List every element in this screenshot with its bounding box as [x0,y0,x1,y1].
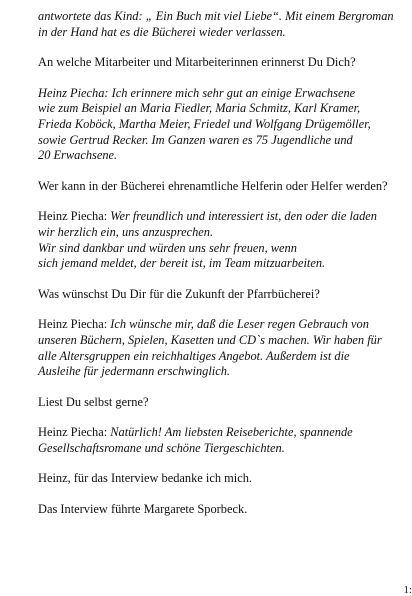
answer-4-speaker: Heinz Piecha: [38,425,108,440]
answer-1-line-1: Heinz Piecha: Ich erinnere mich sehr gut an einige Erwachsene [38,85,356,100]
answer-2-line-4: sich jemand meldet, der bereit ist, im Team mitzuarbeiten. [38,256,326,271]
answer-4-first-line: Natürlich! Am liebsten Reiseberichte, spannende [110,425,353,440]
answer-3-line-3: alle Altersgruppen ein reichhaltiges Angebot. Außerdem ist die [38,348,350,363]
answer-1-line-2: wie zum Beispiel an Maria Fiedler, Maria Schmitz, Karl Kramer, [38,101,361,116]
answer-3-speaker: Heinz Piecha: [38,317,108,332]
answer-2-line-2: wir herzlich ein, uns anzusprechen. [38,224,214,239]
opening-line-1: antwortete das Kind: „ Ein Buch mit viel Liebe“. Mit einem Bergroman [38,9,394,23]
answer-2-line-1 [38,209,410,225]
interview-credit: Das Interview führte Margarete Sporbeck. [38,502,248,517]
page-number: 1: [403,584,412,596]
answer-4-line-2: Gesellschaftsromane und schöne Tiergeschichten. [38,440,285,455]
answer-2-first-line: Wer freundlich und interessiert ist, den oder die laden [110,209,377,224]
question-3: Was wünschst Du Dir für die Zukunft der Pfarrbücherei? [38,286,320,301]
answer-1-line-3: Frieda Koböck, Martha Meier, Friedel und Wolfgang Drügemöller, [38,116,371,131]
answer-3-line-1 [38,317,410,333]
answer-1-line-4: sowie Gertrud Recker. Im Ganzen waren es 75 Jugendliche und [38,132,353,147]
answer-4-line-1 [38,425,410,441]
closing-remark: Heinz, für das Interview bedanke ich mich. [38,471,252,486]
question-1: An welche Mitarbeiter und Mitarbeiterinnen erinnerst Du Dich? [38,55,356,70]
question-4: Liest Du selbst gerne? [38,394,149,409]
answer-3-first-line: Ich wünsche mir, daß die Leser regen Gebrauch von [110,317,369,332]
answer-2-speaker: Heinz Piecha: [38,209,108,224]
answer-2 [38,209,410,271]
answer-4 [38,425,410,456]
answer-3-line-4: Ausleihe für jedermann erschwinglich. [38,364,231,379]
document-page [38,9,412,596]
question-2: Wer kann in der Bücherei ehrenamtliche Helferin oder Helfer werden? [38,178,388,193]
answer-1-line-5: 20 Erwachsene. [38,148,118,163]
answer-1 [38,86,410,164]
answer-2-line-3: Wir sind dankbar und würden uns sehr freuen, wenn [38,240,297,255]
answer-3-line-2: unseren Büchern, Spielen, Kasetten und CD`s machen. Wir haben für [38,332,382,347]
opening-paragraph [38,9,410,40]
opening-line-2: in der Hand hat es die Bücherei wieder verlassen. [38,24,286,39]
answer-3 [38,317,410,379]
